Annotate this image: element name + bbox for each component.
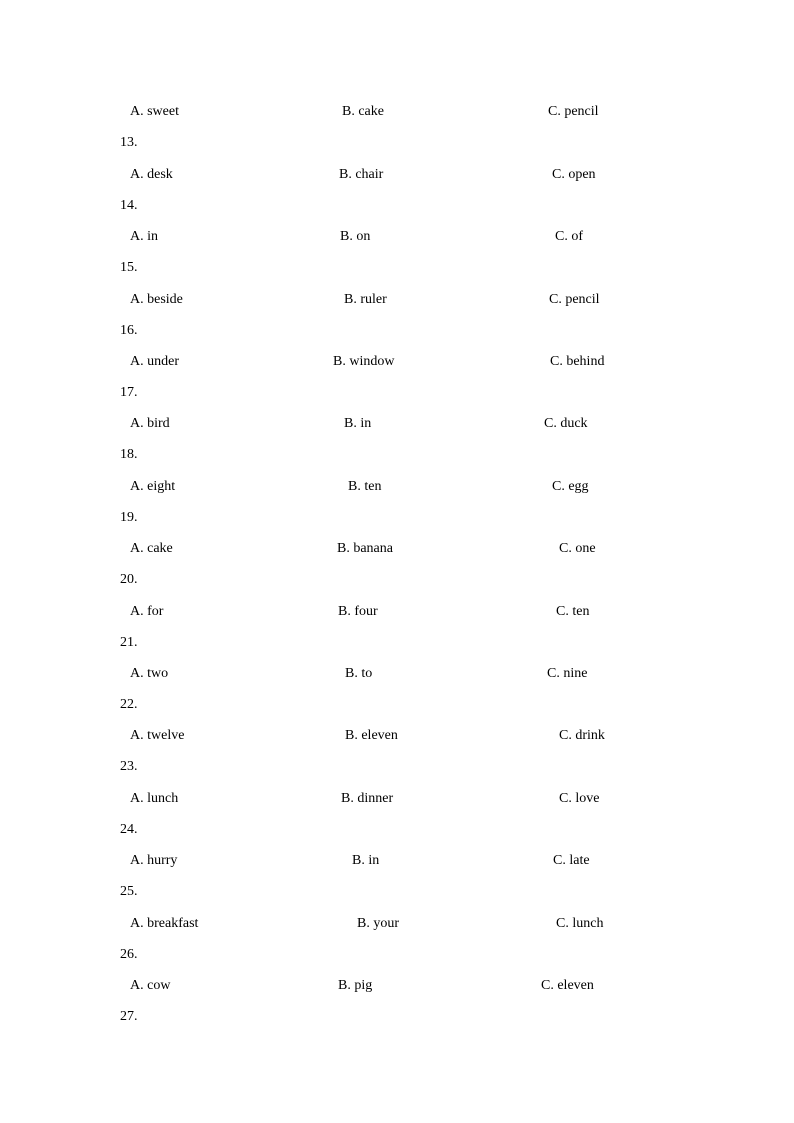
option-a: A. hurry <box>130 853 178 868</box>
question-number-row <box>0 383 794 403</box>
question-number-row <box>0 882 794 902</box>
option-c: C. love <box>559 791 600 806</box>
option-c: C. pencil <box>549 292 600 307</box>
option-row <box>0 352 794 372</box>
option-row <box>0 477 794 497</box>
question-number: 22. <box>120 697 138 712</box>
question-number: 19. <box>120 510 138 525</box>
option-a: A. cow <box>130 978 171 993</box>
option-row <box>0 976 794 996</box>
option-row <box>0 664 794 684</box>
question-number-row <box>0 258 794 278</box>
option-b: B. banana <box>337 541 393 556</box>
option-b: B. window <box>333 354 395 369</box>
question-number-row <box>0 945 794 965</box>
option-row <box>0 290 794 310</box>
option-a: A. beside <box>130 292 183 307</box>
question-number-row <box>0 196 794 216</box>
question-number-row <box>0 508 794 528</box>
option-c: C. drink <box>559 728 605 743</box>
option-row <box>0 165 794 185</box>
option-row <box>0 102 794 122</box>
question-number: 25. <box>120 884 138 899</box>
option-b: B. dinner <box>341 791 394 806</box>
option-row <box>0 227 794 247</box>
option-b: B. in <box>352 853 380 868</box>
option-c: C. one <box>559 541 596 556</box>
option-row <box>0 726 794 746</box>
question-number: 23. <box>120 759 138 774</box>
option-row <box>0 851 794 871</box>
question-number: 17. <box>120 385 138 400</box>
question-number-row <box>0 757 794 777</box>
question-number: 13. <box>120 135 138 150</box>
option-c: C. egg <box>552 479 589 494</box>
question-number-row <box>0 695 794 715</box>
option-row <box>0 914 794 934</box>
question-number: 15. <box>120 260 138 275</box>
question-number: 14. <box>120 198 138 213</box>
question-number-row <box>0 633 794 653</box>
option-row <box>0 539 794 559</box>
option-a: A. bird <box>130 416 170 431</box>
option-row <box>0 414 794 434</box>
question-number-row <box>0 570 794 590</box>
option-a: A. eight <box>130 479 176 494</box>
option-c: C. open <box>552 167 596 182</box>
option-c: C. eleven <box>541 978 594 993</box>
question-number: 20. <box>120 572 138 587</box>
option-b: B. to <box>345 666 373 681</box>
question-number-row <box>0 445 794 465</box>
option-b: B. ten <box>348 479 382 494</box>
option-a: A. twelve <box>130 728 185 743</box>
question-number: 26. <box>120 947 138 962</box>
option-a: A. two <box>130 666 169 681</box>
option-b: B. cake <box>342 104 384 119</box>
option-c: C. late <box>553 853 590 868</box>
option-b: B. chair <box>339 167 384 182</box>
option-a: A. sweet <box>130 104 179 119</box>
option-row <box>0 789 794 809</box>
option-a: A. breakfast <box>130 916 199 931</box>
option-b: B. eleven <box>345 728 398 743</box>
question-number: 18. <box>120 447 138 462</box>
question-number-row <box>0 1007 794 1027</box>
option-c: C. nine <box>547 666 588 681</box>
option-b: B. on <box>340 229 371 244</box>
question-number-row <box>0 820 794 840</box>
option-b: B. pig <box>338 978 373 993</box>
option-b: B. in <box>344 416 372 431</box>
option-a: A. lunch <box>130 791 179 806</box>
option-c: C. duck <box>544 416 588 431</box>
option-c: C. ten <box>556 604 590 619</box>
option-row <box>0 602 794 622</box>
option-a: A. for <box>130 604 164 619</box>
option-c: C. pencil <box>548 104 599 119</box>
option-a: A. under <box>130 354 179 369</box>
option-c: C. lunch <box>556 916 604 931</box>
option-b: B. ruler <box>344 292 387 307</box>
option-c: C. of <box>555 229 583 244</box>
question-number-row <box>0 321 794 341</box>
option-b: B. four <box>338 604 378 619</box>
option-a: A. desk <box>130 167 173 182</box>
question-number-row <box>0 133 794 153</box>
option-a: A. in <box>130 229 158 244</box>
question-number: 27. <box>120 1009 138 1024</box>
question-number: 24. <box>120 822 138 837</box>
option-c: C. behind <box>550 354 605 369</box>
question-number: 16. <box>120 323 138 338</box>
option-a: A. cake <box>130 541 173 556</box>
question-number: 21. <box>120 635 138 650</box>
option-b: B. your <box>357 916 399 931</box>
